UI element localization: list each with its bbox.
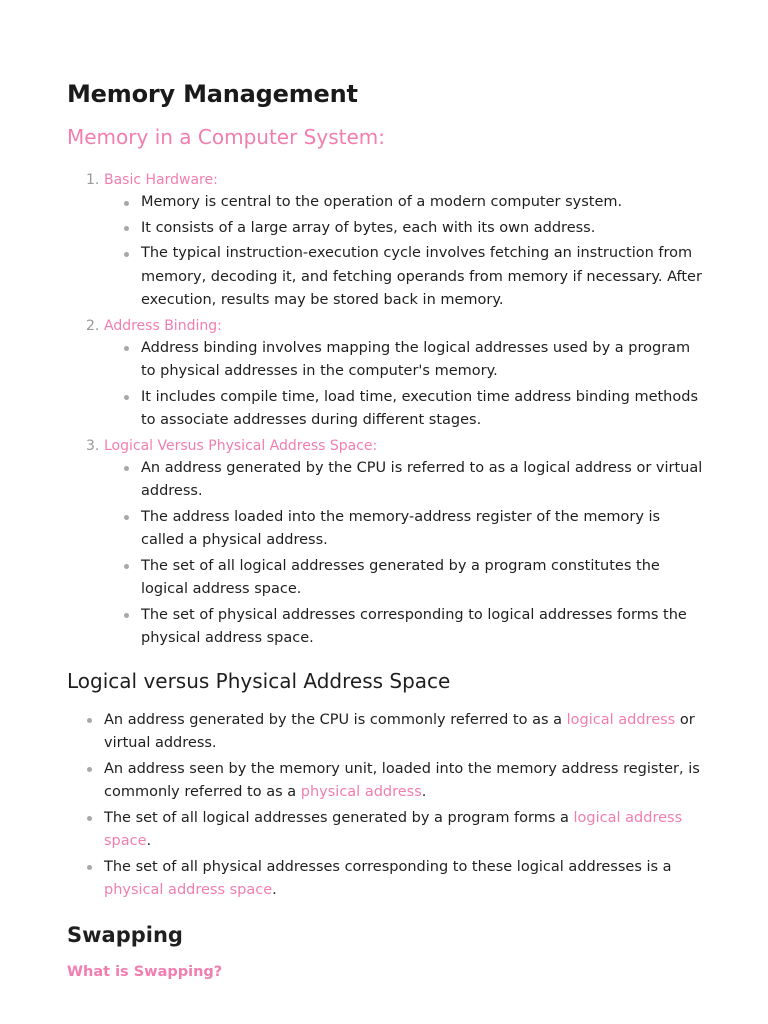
bullet-list-logical-physical (67, 709, 704, 903)
section-heading-memory-in-computer-system: Memory in a Computer System: (67, 125, 385, 149)
bullet-item: An address generated by the CPU is referred to as a logical address or virtual address. (104, 457, 704, 504)
bullet-text: . (272, 882, 277, 898)
bullet-text: . (421, 784, 427, 800)
bullet-text: The set of all logical addresses generated by a program forms a (104, 809, 574, 826)
bullet-text: An address generated by the CPU is commonly referred to as a (104, 711, 567, 728)
numbered-list (67, 169, 704, 651)
bullet-item (67, 709, 704, 756)
bullet-item: It consists of a large array of bytes, each with its own address. (104, 217, 704, 241)
bullet-text: . (146, 833, 152, 849)
term-link-logical-address-space[interactable]: logical address space (104, 809, 683, 849)
term-link-physical-address-space[interactable]: physical address space (104, 882, 273, 898)
bullet-text: or virtual address. (104, 711, 695, 751)
bullet-item: The address loaded into the memory-address register of the memory is called a physical address. (104, 506, 704, 553)
bullet-item: It includes compile time, load time, execution time address binding methods to associate addresses during different stages. (104, 386, 704, 433)
bullet-text: The set of all physical addresses corresponding to these logical addresses is a (104, 858, 672, 875)
bullet-list (104, 191, 704, 313)
bullet-list (104, 457, 704, 651)
page-title: Memory Management (67, 80, 358, 108)
list-item-title: Basic Hardware: (104, 172, 218, 188)
bullet-item: The set of physical addresses corresponding to logical addresses forms the physical address space. (104, 604, 704, 651)
bullet-text: An address seen by the memory unit, loaded into the memory address register, is commonly referred to as a (104, 760, 700, 800)
bullet-item: The typical instruction-execution cycle involves fetching an instruction from memory, decoding it, and fetching operands from memory if necessary. After execution, results may be stored back in memory. (104, 242, 704, 313)
bullet-item (67, 807, 704, 854)
list-item-address-binding (67, 315, 704, 433)
section-heading-logical-vs-physical: Logical versus Physical Address Space (67, 668, 451, 693)
bullet-item: The set of all logical addresses generated by a program constitutes the logical address space. (104, 555, 704, 602)
bullet-item: Memory is central to the operation of a modern computer system. (104, 191, 704, 215)
section-heading-swapping: Swapping (67, 922, 183, 947)
list-item-logical-vs-physical (67, 435, 704, 651)
list-number: 3. (86, 437, 100, 454)
bullet-item (67, 856, 704, 903)
list-item-basic-hardware (67, 169, 704, 313)
list-number: 2. (86, 317, 100, 334)
term-link-physical-address[interactable]: physical address (300, 784, 422, 800)
list-number: 1. (86, 172, 100, 188)
bullet-list (104, 337, 704, 433)
bullet-item (67, 758, 704, 805)
term-link-logical-address[interactable]: logical address (566, 711, 676, 728)
list-item-title: Logical Versus Physical Address Space: (104, 437, 378, 454)
bullet-item: Address binding involves mapping the logical addresses used by a program to physical addresses in the computer's memory. (104, 337, 704, 384)
list-item-title: Address Binding: (104, 317, 222, 334)
subheading-what-is-swapping: What is Swapping? (67, 963, 223, 980)
